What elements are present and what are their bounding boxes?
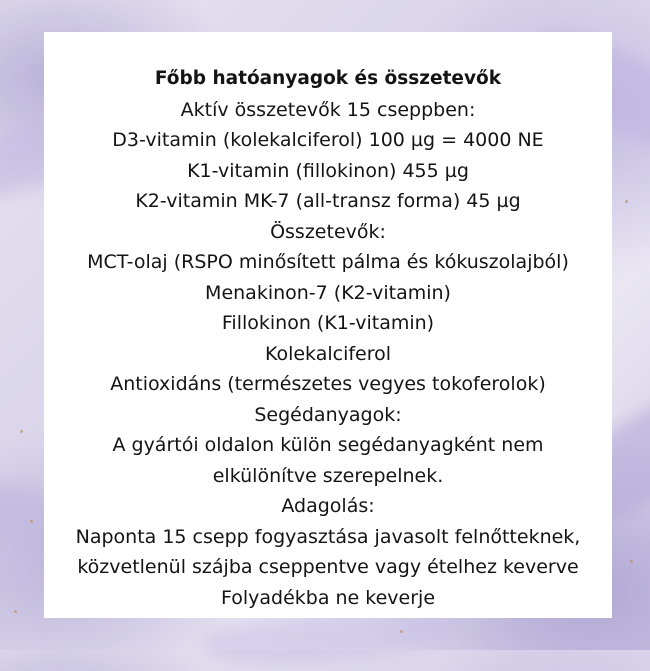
ingredient-d3: D3-vitamin (kolekalciferol) 100 µg = 4000 NE [112,129,544,151]
dosage-heading: Adagolás: [281,495,375,517]
excipients-text-2: elkülönítve szerepelnek. [212,464,444,487]
dosage-text-1: Naponta 15 csepp fogyasztása javasolt felnőtteknek, [75,525,581,548]
sparkle [14,610,17,613]
active-ingredients-heading: Aktív összetevők 15 cseppben: [180,98,476,121]
ingredient-k1: K1-vitamin (fillokinon) 455 µg [187,159,469,182]
ingredient-mct-oil: MCT-olaj (RSPO minősített pálma és kókuszolajból) [87,251,569,273]
ingredient-fillokinon: Fillokinon (K1-vitamin) [221,312,435,334]
ingredients-heading: Összetevők: [270,220,386,243]
excipients-text-1: A gyártói oldalon külön segédanyagként nem [112,434,544,456]
sparkle [630,560,633,563]
dosage-text-2: közvetlenül szájba cseppentve vagy ételhez keverve [77,556,579,578]
sparkle [625,200,628,203]
ingredient-menakinon: Menakinon-7 (K2-vitamin) [205,281,451,304]
sparkle [30,520,33,523]
ingredient-antioxidant: Antioxidáns (természetes vegyes tokoferolok) [110,373,546,395]
sparkle [400,630,403,633]
ingredient-k2: K2-vitamin MK-7 (all-transz forma) 45 µg [135,190,521,212]
card-title: Főbb hatóanyagok és összetevők [154,68,502,89]
excipients-heading: Segédanyagok: [254,403,402,426]
info-card [44,32,612,618]
ingredient-kolekalciferol: Kolekalciferol [264,342,392,365]
sparkle [20,430,23,433]
dosage-text-3: Folyadékba ne keverje [220,586,436,609]
